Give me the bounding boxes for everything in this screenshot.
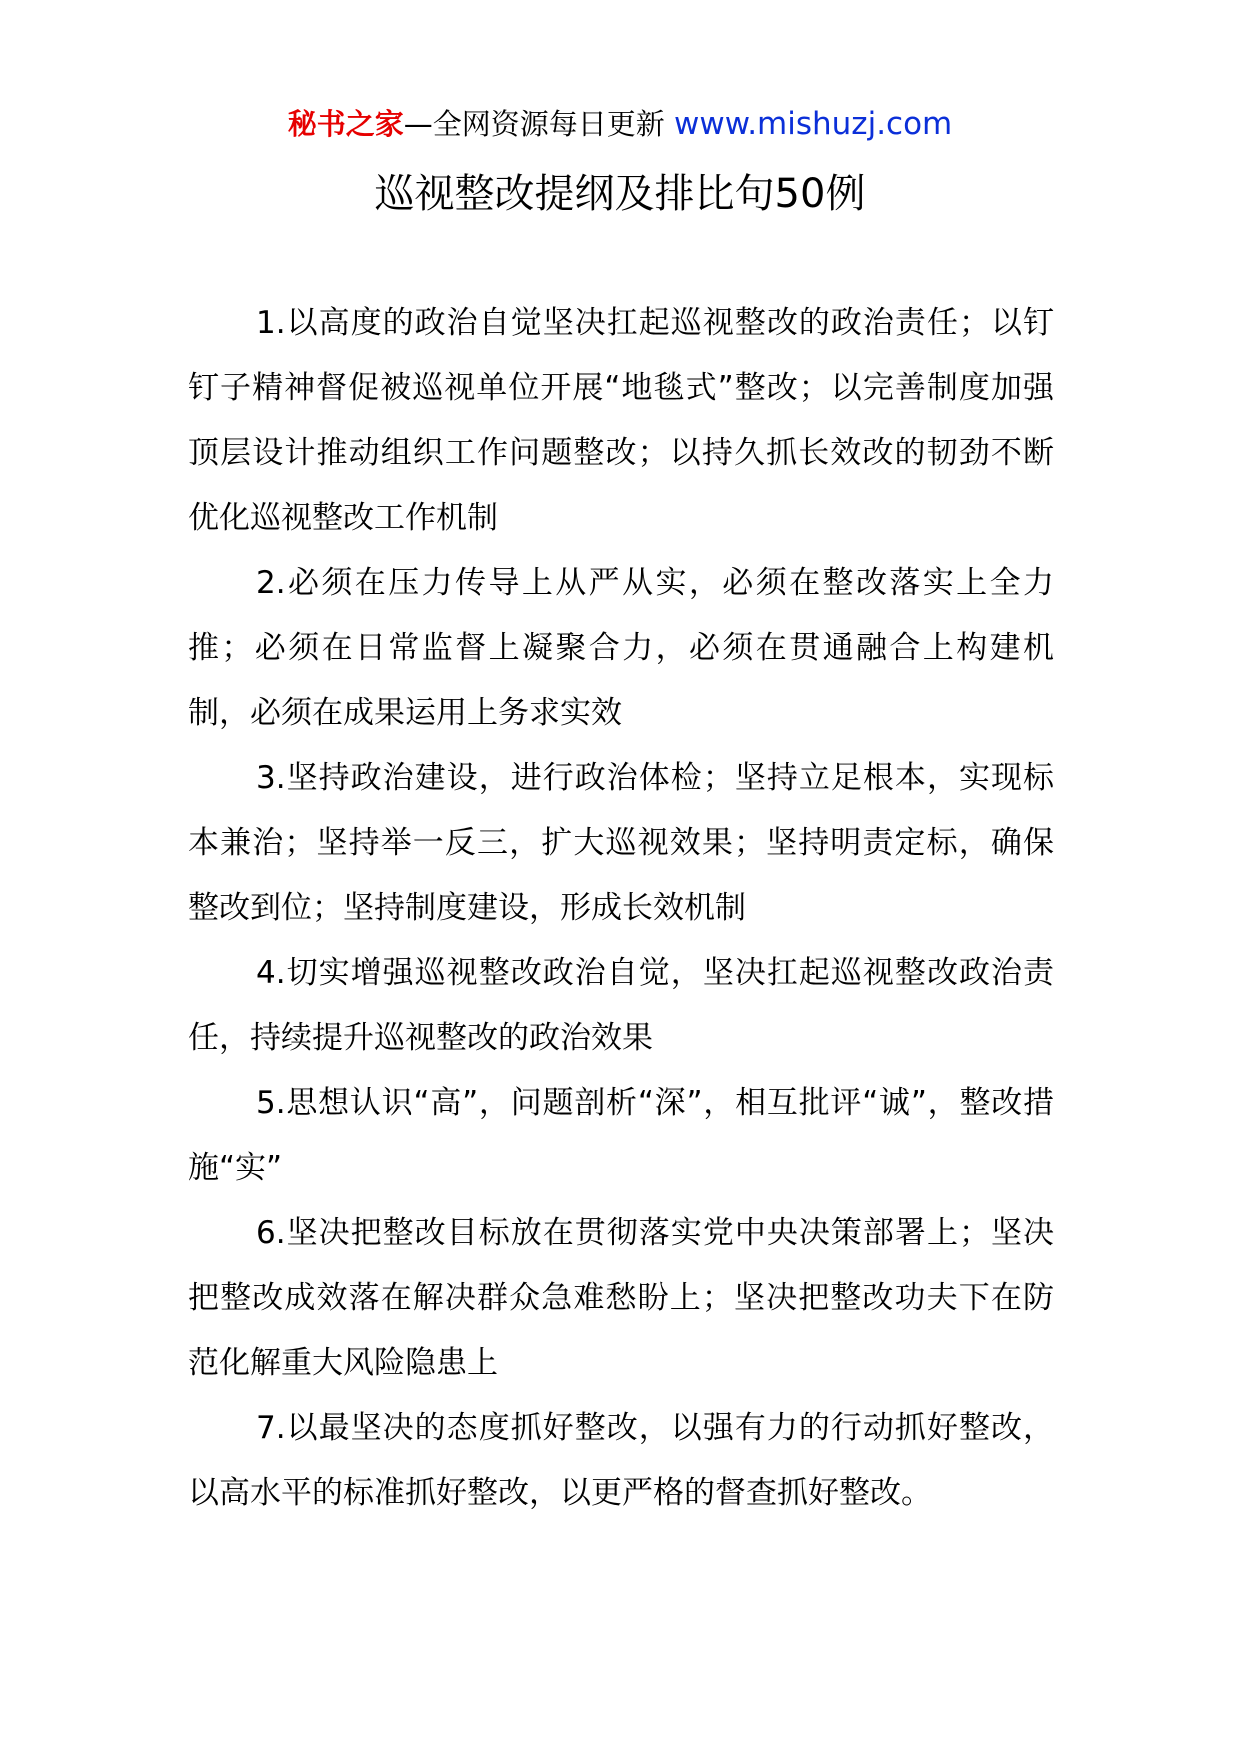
paragraph-3: 3.坚持政治建设，进行政治体检；坚持立足根本，实现标本兼治；坚持举一反三，扩大巡视效果；坚持明责定标，确保整改到位；坚持制度建设，形成长效机制	[188, 760, 1054, 926]
header-tagline: —全网资源每日更新	[403, 107, 665, 141]
site-header	[0, 104, 1240, 144]
paragraph-2: 2.必须在压力传导上从严从实，必须在整改落实上全力推；必须在日常监督上凝聚合力，必须在贯通融合上构建机制，必须在成果运用上务求实效	[188, 565, 1054, 731]
brand-name: 秘书之家	[287, 107, 404, 141]
paragraph-1: 1.以高度的政治自觉坚决扛起巡视整改的政治责任；以钉钉子精神督促被巡视单位开展“地毯式”整改；以完善制度加强顶层设计推动组织工作问题整改；以持久抓长效改的韧劲不断优化巡视整改工作机制	[188, 305, 1054, 536]
paragraph-5: 5.思想认识“高”，问题剖析“深”，相互批评“诚”，整改措施“实”	[188, 1085, 1054, 1186]
paragraph-7: 7.以最坚决的态度抓好整改，以强有力的行动抓好整改，以高水平的标准抓好整改，以更严格的督查抓好整改。	[188, 1410, 1054, 1511]
paragraph-6: 6.坚决把整改目标放在贯彻落实党中央决策部署上；坚决把整改成效落在解决群众急难愁盼上；坚决把整改功夫下在防范化解重大风险隐患上	[188, 1215, 1054, 1381]
document-body	[188, 291, 1054, 1526]
site-url-link[interactable]: www.mishuzj.com	[673, 106, 953, 142]
paragraph-4: 4.切实增强巡视整改政治自觉，坚决扛起巡视整改政治责任，持续提升巡视整改的政治效果	[188, 955, 1054, 1056]
document-title: 巡视整改提纲及排比句50例	[374, 171, 866, 217]
